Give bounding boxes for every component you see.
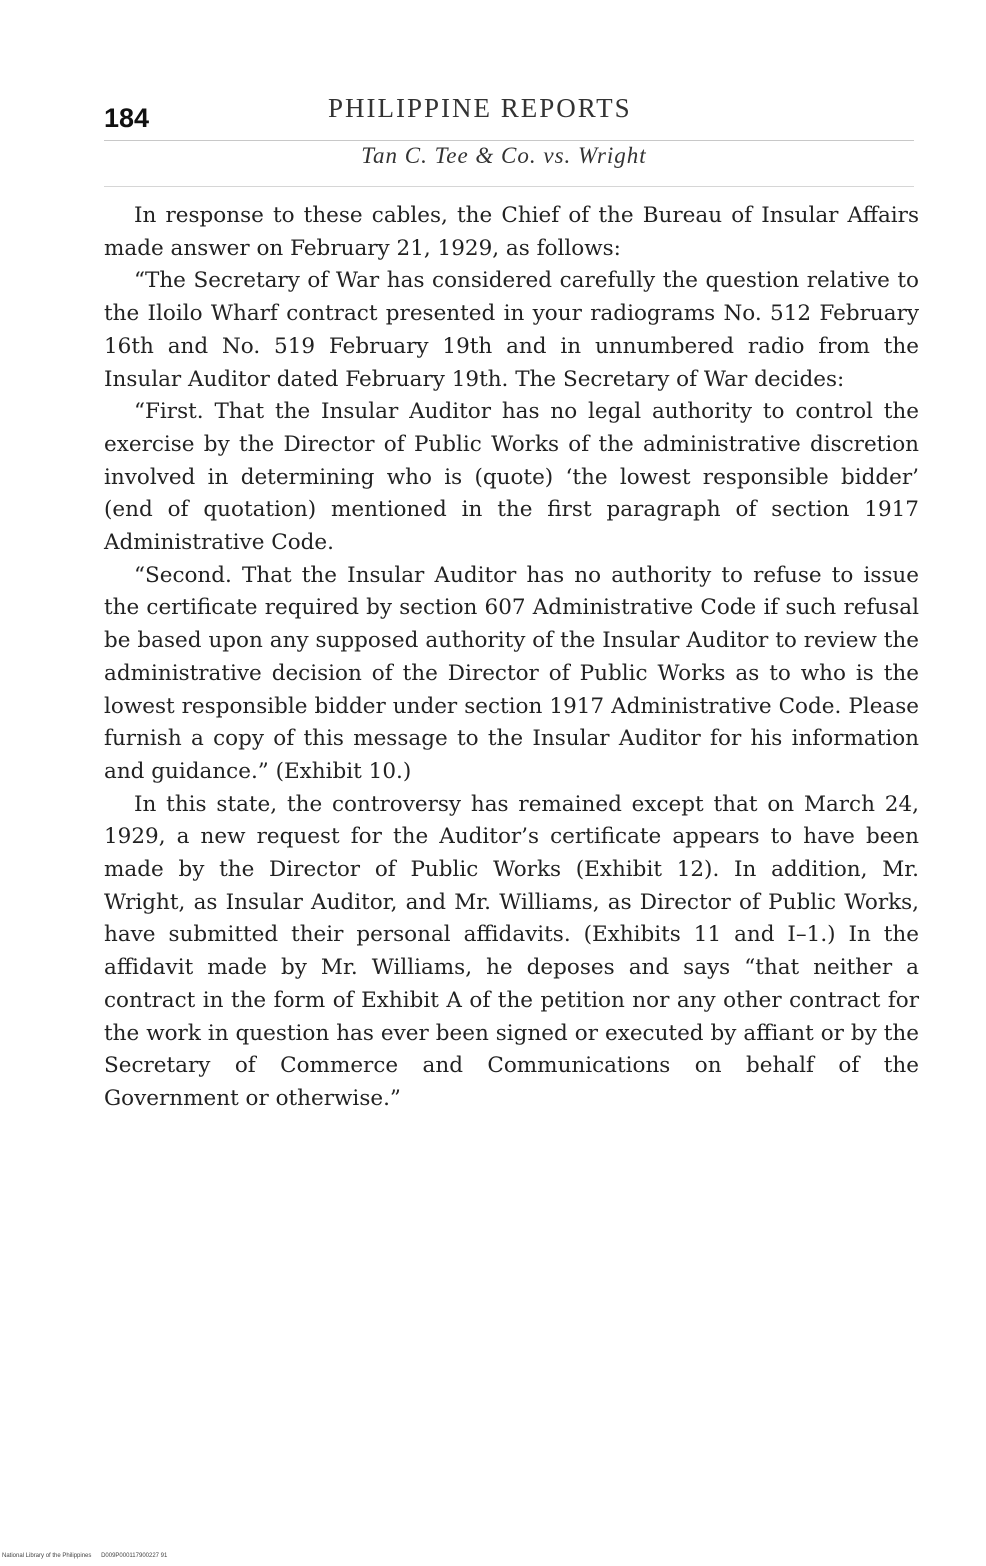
library-credit: National Library of the Philippines [2,1553,92,1559]
scan-footer [2,1553,175,1559]
body-text [104,200,919,1116]
page-header [0,85,986,135]
paragraph: In response to these cables, the Chief of the Bureau of Insular Affairs made answer on February 21, 1929, as follows: [104,203,919,261]
paragraph: “First. That the Insular Auditor has no legal authority to control the exercise by the Director of Public Works of the administrative discretion involved in determining who is (quote) ‘the lowest responsible bidder’ (end of quotation) mentioned in the first paragraph of section 1917 Administrative Code. [104,399,919,556]
paragraph: “The Secretary of War has considered carefully the question relative to the Iloilo Wharf contract presented in your radiograms No. 512 February 16th and No. 519 February 19th and in unnumbered radio from the Insular Auditor dated February 19th. The Secretary of War decides: [104,268,919,392]
header-rule [104,140,914,141]
scan-code: D009P000117900227 91 [101,1553,168,1559]
case-title-rule [104,186,914,187]
running-head: PHILIPPINE REPORTS [328,93,632,123]
page-number: 184 [104,103,150,133]
paragraph: “Second. That the Insular Auditor has no authority to refuse to issue the certificate required by section 607 Administrative Code if such refusal be based upon any supposed authority of the Insular Auditor to review the administrative decision of the Director of Public Works as to who is the lowest responsible bidder under section 1917 Administrative Code. Please furnish a copy of this message to the Insular Auditor for his information and guidance.” (Exhibit 10.) [104,562,919,784]
paragraph: In this state, the controversy has remained except that on March 24, 1929, a new request for the Auditor’s certificate appears to have been made by the Director of Public Works (Exhibit 12). In addition, Mr. Wright, as Insular Auditor, and Mr. Williams, as Director of Public Works, have submitted their personal affidavits. (Exhibits 11 and I–1.) In the affidavit made by Mr. Williams, he deposes and says “that neither a contract in the form of Exhibit A of the petition nor any other contract for the work in question has ever been signed or executed by affiant or by the Secretary of Commerce and Communications on behalf of the Government or otherwise.” [104,791,919,1111]
case-title: Tan C. Tee & Co. vs. Wright [361,143,647,168]
